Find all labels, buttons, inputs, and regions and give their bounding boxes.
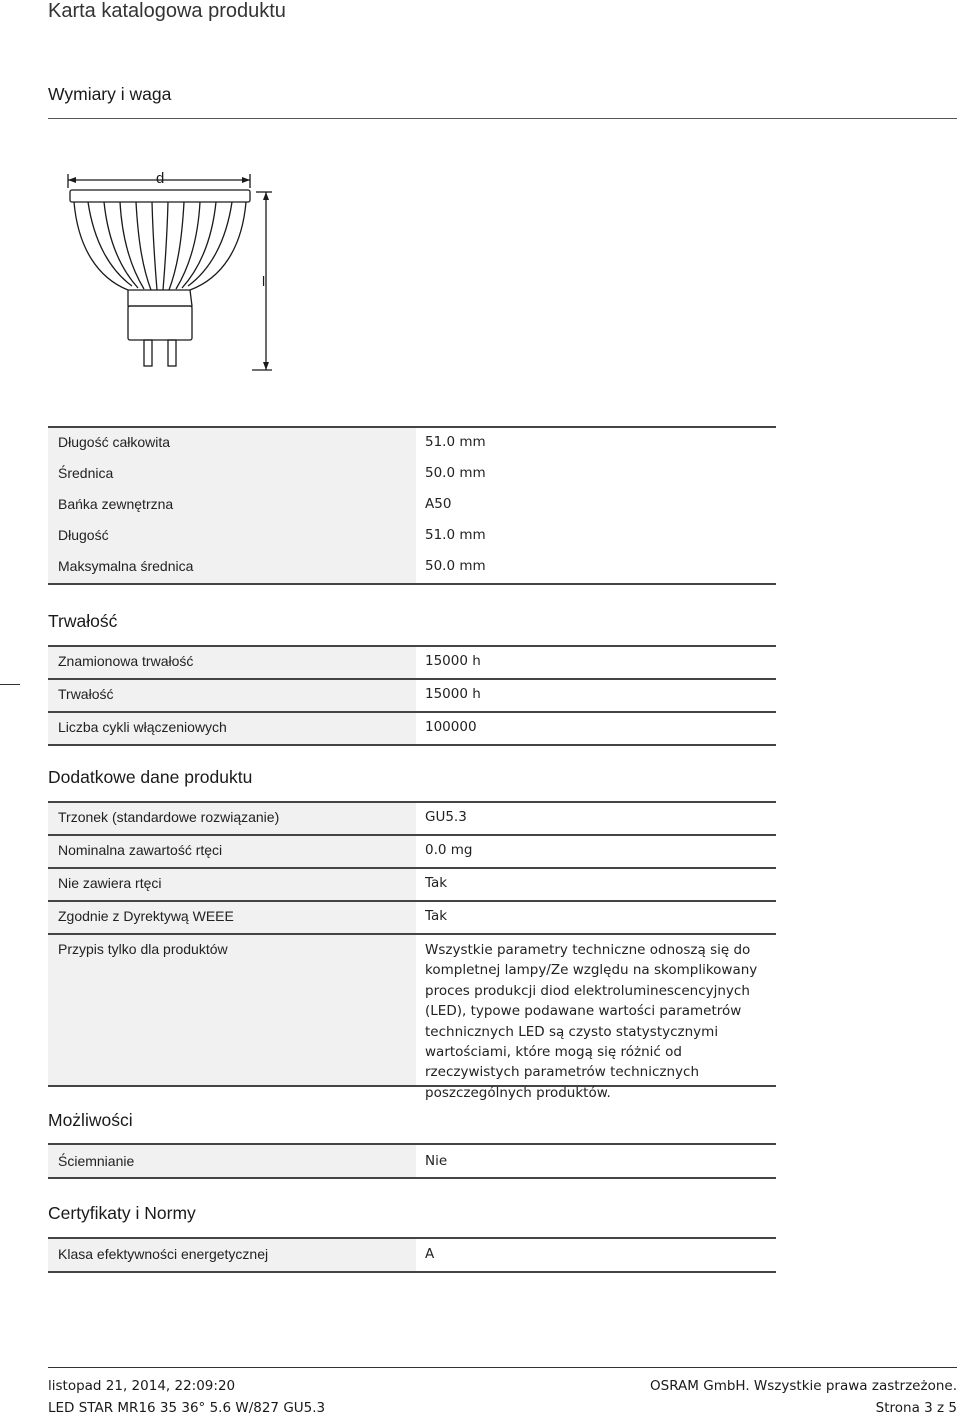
section-heading-lifetime: Trwałość	[48, 611, 118, 631]
row-label: Długość całkowita	[48, 428, 416, 459]
table-row	[48, 1143, 776, 1179]
row-value: A50	[425, 496, 452, 512]
row-value-note: Wszystkie parametry techniczne odnoszą się do kompletnej lampy/Ze względu na skomplikowany proces produkcji diod elektroluminescencyjnych (LED), typowe podawane wartości parametrów technicznych LED są czysto statystycznymi wartościami, które mogą się różnić od rzeczywistych parametrów technicznych poszczególnych produktów.	[425, 942, 758, 1101]
row-value: 15000 h	[425, 686, 481, 702]
footer-copyright: OSRAM GmbH. Wszystkie prawa zastrzeżone.	[650, 1378, 957, 1394]
table-row	[48, 645, 776, 678]
row-value: Tak	[425, 908, 448, 924]
row-value: 51.0 mm	[425, 527, 486, 543]
row-label: Trwałość	[48, 680, 416, 711]
footer-date: listopad 21, 2014, 22:09:20	[48, 1378, 236, 1394]
table-row	[48, 900, 776, 933]
table-row	[48, 490, 776, 521]
row-label: Maksymalna średnica	[48, 552, 416, 583]
certificates-table	[48, 1237, 776, 1273]
capabilities-table	[48, 1143, 776, 1179]
table-row	[48, 711, 776, 746]
table-row	[48, 801, 776, 834]
row-label: Długość	[48, 521, 416, 552]
lifetime-table	[48, 645, 776, 746]
additional-table	[48, 801, 776, 1101]
row-value: 50.0 mm	[425, 465, 486, 481]
section-heading-certificates: Certyfikaty i Normy	[48, 1203, 196, 1223]
row-value: A	[425, 1246, 435, 1262]
row-value: Tak	[425, 875, 448, 891]
footer-divider	[48, 1367, 957, 1368]
row-value: 0.0 mg	[425, 842, 473, 858]
table-row	[48, 933, 776, 1101]
table-row	[48, 552, 776, 585]
row-label: Liczba cykli włączeniowych	[48, 713, 416, 744]
table-row	[48, 426, 776, 459]
lamp-dimension-diagram	[56, 158, 280, 390]
row-value: 100000	[425, 719, 477, 735]
row-value: Nie	[425, 1153, 448, 1169]
row-label: Ściemnianie	[48, 1145, 416, 1177]
page-title: Karta katalogowa produktu	[48, 0, 286, 22]
section-heading-capabilities: Możliwości	[48, 1110, 133, 1130]
footer-page-number: Strona 3 z 5	[875, 1400, 957, 1416]
section-divider	[48, 118, 957, 119]
row-label: Nie zawiera rtęci	[48, 869, 416, 900]
row-label: Trzonek (standardowe rozwiązanie)	[48, 803, 416, 834]
section-heading-additional: Dodatkowe dane produktu	[48, 767, 253, 787]
row-label: Przypis tylko dla produktów	[48, 935, 416, 1085]
row-value: 15000 h	[425, 653, 481, 669]
margin-mark	[0, 684, 20, 685]
row-label: Zgodnie z Dyrektywą WEEE	[48, 902, 416, 933]
section-heading-dimensions: Wymiary i waga	[48, 84, 172, 104]
table-row	[48, 521, 776, 552]
row-label: Znamionowa trwałość	[48, 647, 416, 678]
row-label: Średnica	[48, 459, 416, 490]
footer-product: LED STAR MR16 35 36° 5.6 W/827 GU5.3	[48, 1400, 326, 1416]
row-label: Nominalna zawartość rtęci	[48, 836, 416, 867]
row-value: 50.0 mm	[425, 558, 486, 574]
l-label: l	[262, 273, 266, 289]
row-value: 51.0 mm	[425, 434, 486, 450]
row-label: Bańka zewnętrzna	[48, 490, 416, 521]
table-row	[48, 867, 776, 900]
d-label: d	[156, 170, 165, 187]
table-row	[48, 678, 776, 711]
row-label: Klasa efektywności energetycznej	[48, 1239, 416, 1271]
row-value: GU5.3	[425, 809, 467, 825]
table-row	[48, 834, 776, 867]
table-row	[48, 1237, 776, 1273]
table-row	[48, 459, 776, 490]
dimensions-table	[48, 426, 776, 585]
